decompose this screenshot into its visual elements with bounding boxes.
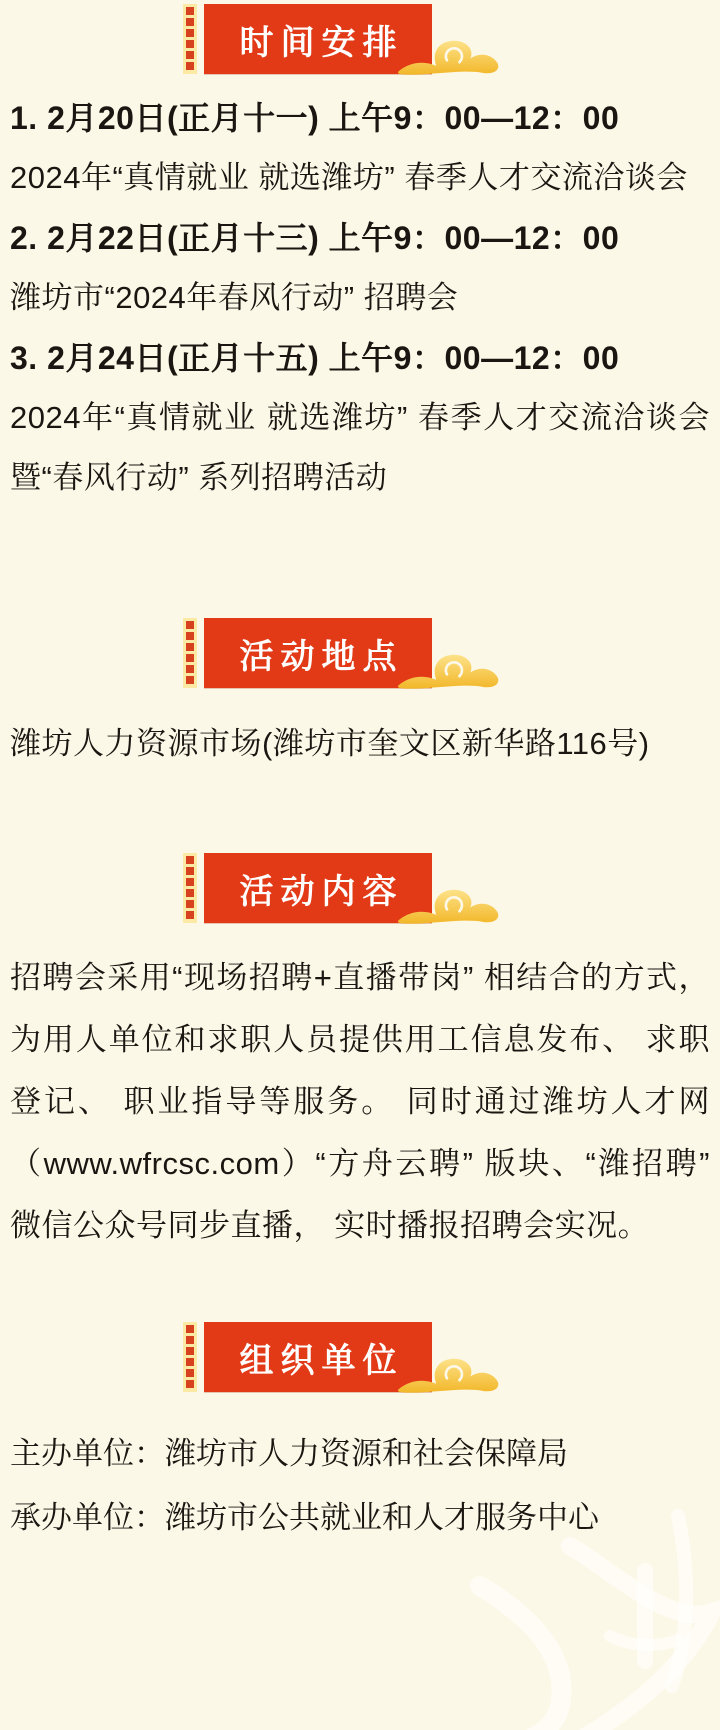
banner-location <box>183 618 432 688</box>
banner-title-organizers: 组织单位 <box>204 1322 432 1392</box>
organizer-undertaker-line: 承办单位：潍坊市公共就业和人才服务中心 <box>10 1500 599 1535</box>
banner-title-schedule: 时间安排 <box>204 4 432 74</box>
auspicious-cloud-icon <box>396 644 514 694</box>
section-location <box>0 618 720 774</box>
schedule-item-1-desc: 2024年“真情就业 就选潍坊” 春季人才交流洽谈会 <box>10 160 688 195</box>
banner-title-location: 活动地点 <box>204 618 432 688</box>
auspicious-cloud-icon <box>396 1348 514 1398</box>
schedule-item-2-time: 2. 2月22日(正月十三) 上午9：00—12：00 <box>10 220 620 256</box>
organizer-host-line: 主办单位：潍坊市人力资源和社会保障局 <box>10 1436 568 1471</box>
schedule-body <box>0 88 720 508</box>
schedule-item-3-time: 3. 2月24日(正月十五) 上午9：00—12：00 <box>10 340 620 376</box>
organizers-body <box>0 1422 720 1550</box>
perforated-strip-icon <box>183 4 197 74</box>
content-text: 招聘会采用“现场招聘+直播带岗” 相结合的方式， 为用人单位和求职人员提供用工信息发布、 求职登记、 职业指导等服务。 同时通过潍坊人才网（www.wfrcsc.com）“方舟云聘” 版块、“潍招聘” 微信公众号同步直播， 实时播报招聘会实况。 <box>10 960 710 1243</box>
section-content <box>0 853 720 1257</box>
location-body <box>0 714 720 774</box>
banner-title-content: 活动内容 <box>204 853 432 923</box>
schedule-item-2-desc: 潍坊市“2024年春风行动” 招聘会 <box>10 280 459 315</box>
perforated-strip-icon <box>183 1322 197 1392</box>
auspicious-cloud-icon <box>396 879 514 929</box>
location-text: 潍坊人力资源市场(潍坊市奎文区新华路116号) <box>10 726 650 761</box>
banner-content <box>183 853 432 923</box>
banner-organizers <box>183 1322 432 1392</box>
content-body <box>0 947 720 1257</box>
section-schedule <box>0 4 720 508</box>
auspicious-cloud-icon <box>396 30 514 80</box>
perforated-strip-icon <box>183 618 197 688</box>
schedule-item-1-time: 1. 2月20日(正月十一) 上午9：00—12：00 <box>10 100 620 136</box>
banner-schedule <box>183 4 432 74</box>
section-organizers <box>0 1322 720 1550</box>
perforated-strip-icon <box>183 853 197 923</box>
schedule-item-3-desc: 2024年“真情就业 就选潍坊” 春季人才交流洽谈会暨“春风行动” 系列招聘活动 <box>10 400 710 495</box>
